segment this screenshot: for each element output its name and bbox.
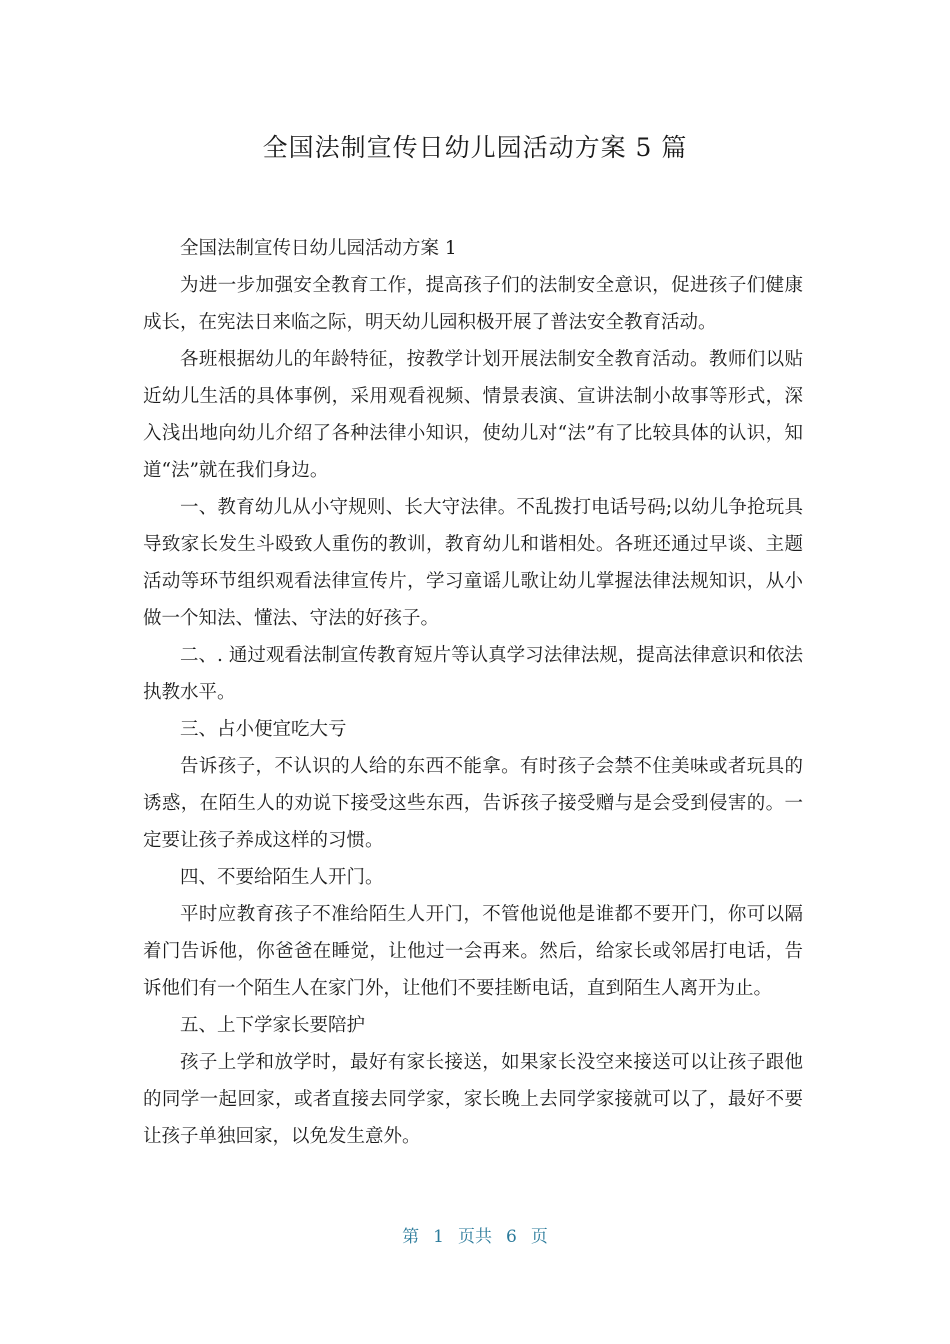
section-heading: 五、上下学家长要陪护: [180, 1015, 366, 1036]
paragraph: 告诉孩子，不认识的人给的东西不能拿。有时孩子会禁不住美味或者玩具的诱惑，在陌生人的劝说下接受这些东西，告诉孩子接受赠与是会受到侵害的。一定要让孩子养成这样的习惯。: [143, 756, 803, 851]
paragraph: 各班根据幼儿的年龄特征，按教学计划开展法制安全教育活动。教师们以贴近幼儿生活的具体事例，采用观看视频、情景表演、宣讲法制小故事等形式，深入浅出地向幼儿介绍了各种法律小知识，使幼儿对“法”有了比较具体的认识，知道“法”就在我们身边。: [143, 349, 803, 481]
section-heading: 三、占小便宜吃大亏: [180, 719, 347, 740]
footer-page-number: 1: [433, 1227, 444, 1247]
footer-total-pages: 6: [506, 1227, 517, 1247]
footer-page-suffix: 页: [530, 1227, 548, 1247]
footer-page-mid: 页共: [458, 1227, 492, 1247]
paragraph: 孩子上学和放学时，最好有家长接送，如果家长没空来接送可以让孩子跟他的同学一起回家，或者直接去同学家，家长晚上去同学家接就可以了，最好不要让孩子单独回家，以免发生意外。: [143, 1052, 803, 1147]
paragraph: 平时应教育孩子不准给陌生人开门，不管他说他是谁都不要开门，你可以隔着门告诉他，你爸爸在睡觉，让他过一会再来。然后，给家长或邻居打电话，告诉他们有一个陌生人在家门外，让他们不要挂断电话，直到陌生人离开为止。: [143, 904, 803, 999]
footer-page-prefix: 第: [402, 1227, 420, 1247]
document-body: [143, 230, 803, 1155]
document-title: 全国法制宣传日幼儿园活动方案 5 篇: [262, 133, 688, 162]
paragraph: 为进一步加强安全教育工作，提高孩子们的法制安全意识，促进孩子们健康成长，在宪法日来临之际，明天幼儿园积极开展了普法安全教育活动。: [143, 275, 803, 333]
paragraph: 二、. 通过观看法制宣传教育短片等认真学习法律法规，提高法律意识和依法执教水平。: [143, 645, 803, 703]
section-heading: 全国法制宣传日幼儿园活动方案 1: [180, 238, 457, 259]
section-heading: 四、不要给陌生人开门。: [180, 867, 384, 888]
page-footer: [0, 1225, 950, 1249]
paragraph: 一、教育幼儿从小守规则、长大守法律。不乱拨打电话号码;以幼儿争抢玩具导致家长发生斗殴致人重伤的教训，教育幼儿和谐相处。各班还通过早谈、主题活动等环节组织观看法律宣传片，学习童谣儿歌让幼儿掌握法律法规知识，从小做一个知法、懂法、守法的好孩子。: [143, 497, 803, 629]
